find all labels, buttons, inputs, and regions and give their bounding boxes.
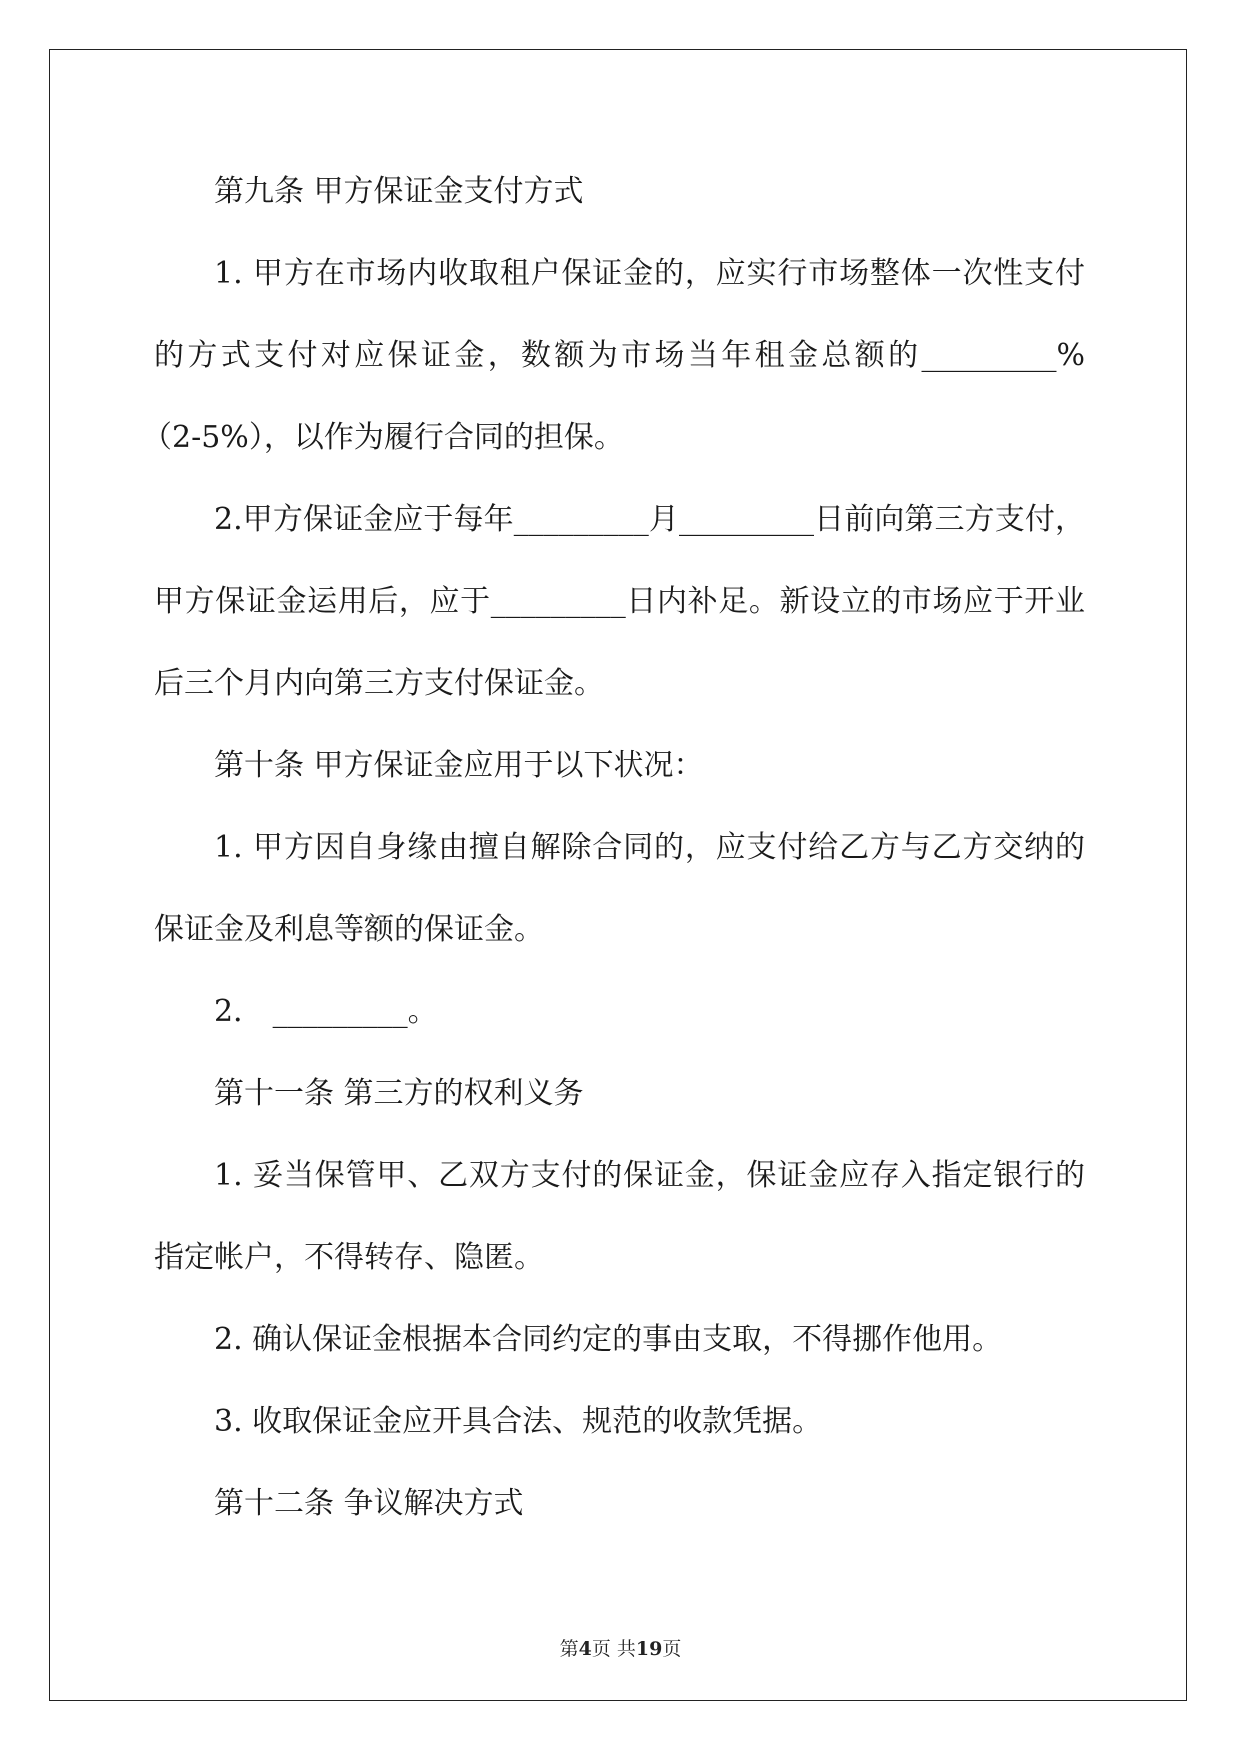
article-12-heading: 第十二条 争议解决方式 (214, 1486, 524, 1521)
paragraph-line: 的方式支付对应保证金，数额为市场当年租金总额的_________% (154, 338, 1085, 373)
paragraph-line: 后三个月内向第三方支付保证金。 (154, 666, 604, 701)
footer-current-page: 4 (578, 1638, 592, 1660)
paragraph-line: 1. 甲方在市场内收取租户保证金的，应实行市场整体一次性支付 (214, 256, 1085, 291)
page-border (49, 49, 1187, 1701)
article-10-heading: 第十条 甲方保证金应用于以下状况： (214, 748, 704, 783)
paragraph-line: 2.甲方保证金应于每年_________月_________日前向第三方支付， (214, 502, 1085, 537)
footer-page-suffix: 页 (662, 1638, 682, 1660)
footer-page-prefix: 第 (559, 1638, 579, 1660)
article-9-heading: 第九条 甲方保证金支付方式 (214, 174, 584, 209)
paragraph-line: （2-5%），以作为履行合同的担保。 (142, 420, 624, 455)
paragraph-line: 指定帐户，不得转存、隐匿。 (154, 1240, 544, 1275)
paragraph-line: 2. 确认保证金根据本合同约定的事由支取，不得挪作他用。 (214, 1322, 1003, 1357)
paragraph-line: 2． _________。 (214, 994, 438, 1029)
page-footer (0, 1634, 1241, 1661)
paragraph-line: 保证金及利息等额的保证金。 (154, 912, 544, 947)
article-11-heading: 第十一条 第三方的权利义务 (214, 1076, 584, 1111)
paragraph-line: 1. 甲方因自身缘由擅自解除合同的，应支付给乙方与乙方交纳的 (214, 830, 1085, 865)
footer-page-mid: 页 共 (591, 1638, 636, 1660)
footer-total-pages: 19 (635, 1638, 663, 1660)
paragraph-line: 1. 妥当保管甲、乙双方支付的保证金，保证金应存入指定银行的 (214, 1158, 1085, 1193)
paragraph-line: 甲方保证金运用后，应于_________日内补足。新设立的市场应于开业 (154, 584, 1085, 619)
paragraph-line: 3. 收取保证金应开具合法、规范的收款凭据。 (214, 1404, 823, 1439)
